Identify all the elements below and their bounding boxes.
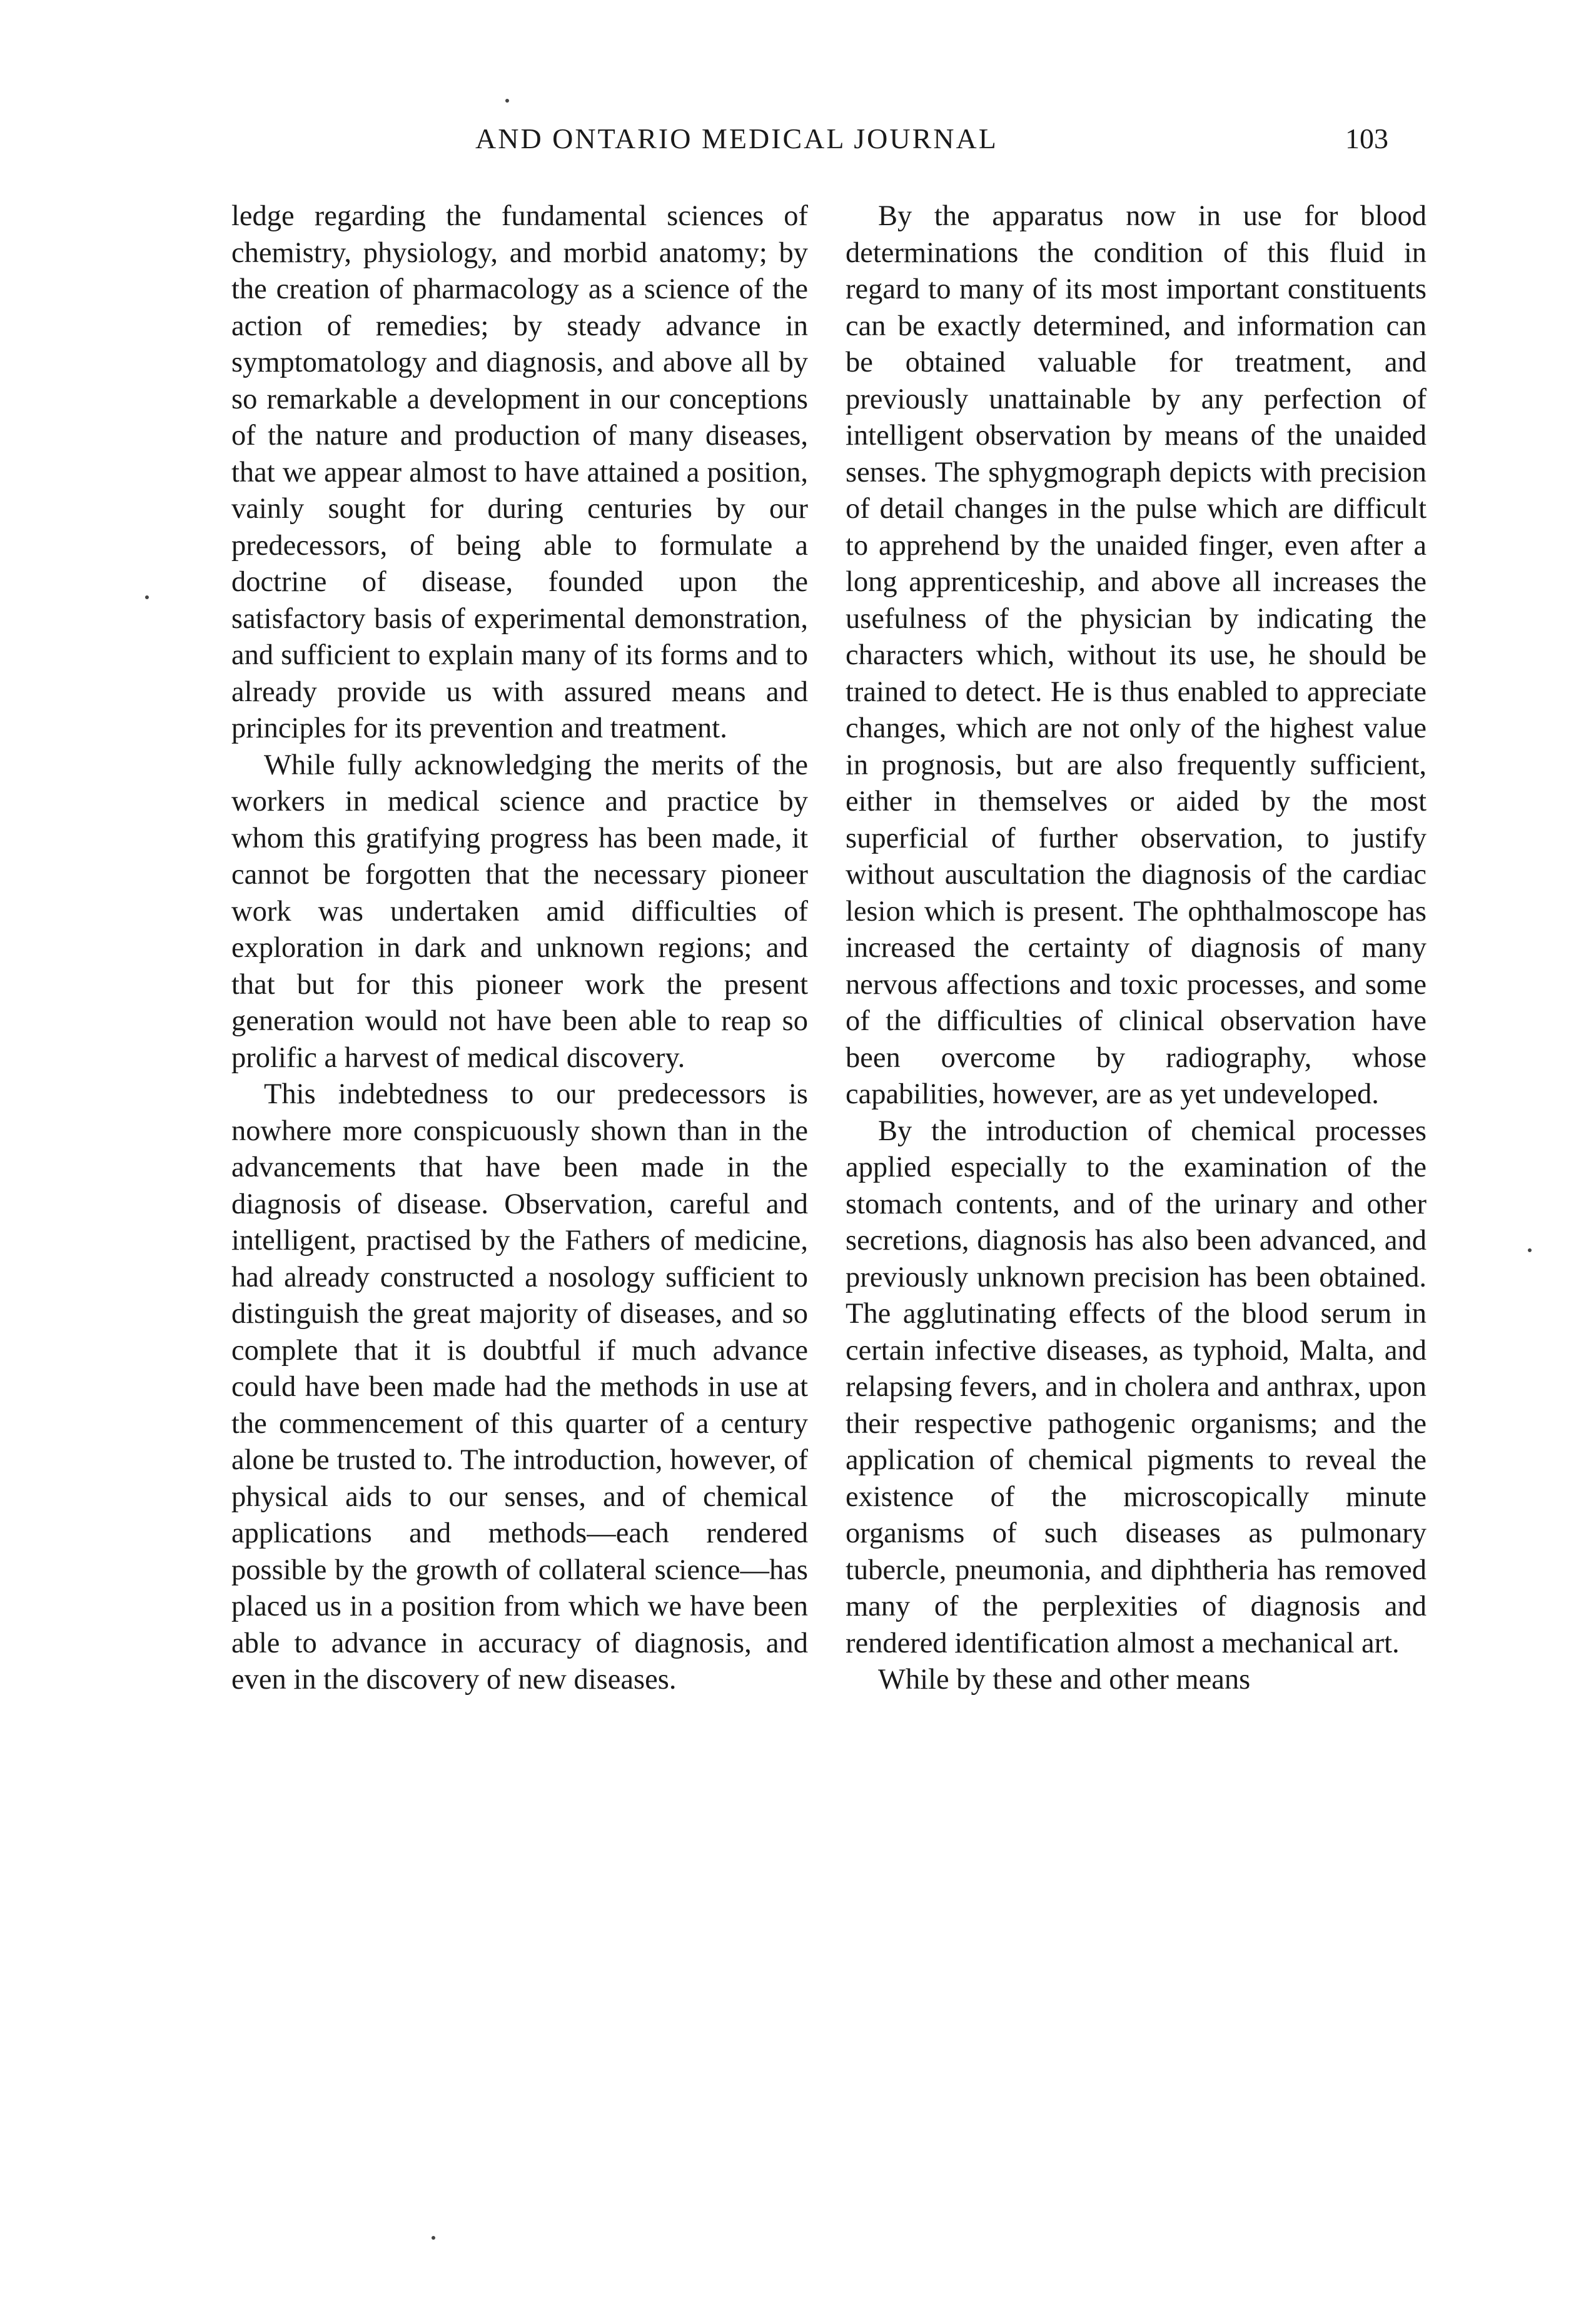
scan-speck bbox=[432, 2236, 435, 2240]
scan-speck bbox=[145, 595, 149, 599]
paragraph: By the apparatus now in use for blood determinations the condition of this fluid in regard to many of its most important constituents can be exactly determined, and information can be obtained valuable for treatment, and previously unattainable by any perfection of intelligent observation by means of the unaided senses. The sphygmograph depicts with precision of detail changes in the pulse which are difficult to apprehend by the unaided finger, even after a long apprenticeship, and above all increases the usefulness of the physician by indicating the characters which, without its use, he should be trained to detect. He is thus enabled to appreciate changes, which are not only of the highest value in prognosis, but are also frequently sufficient, either in themselves or aided by the most superficial of further observation, to justify without auscultation the diagnosis of the cardiac lesion which is present. The ophthalmoscope has increased the certainty of diagnosis of many nervous affections and toxic processes, and some of the difficulties of clinical observation have been overcome by radiography, whose capabilities, however, are as yet undeveloped. bbox=[846, 200, 1427, 1110]
paragraph: While fully acknowledging the merits of the workers in medical science and practice by whom this gratifying progress has been made, it cannot be forgotten that the necessary pioneer work was undertaken amid difficulties of exploration in dark and unknown regions; and that but for this pioneer work the present generation would not have been able to reap so prolific a harvest of medical discovery. bbox=[231, 749, 808, 1074]
paragraph: This indebtedness to our predecessors is nowhere more conspicuously shown than in the advancements that have been made in the diagnosis of disease. Observation, careful and intelligent, practised by the Fathers of medicine, had already constructed a nosology sufficient to distinguish the great majority of diseases, and so complete that it is doubtful if much advance could have been made had the methods in use at the commencement of this quarter of a century alone be trusted to. The introduction, however, of physical aids to our senses, and of chemical applications and methods—each rendered possible by the growth of collateral science—has placed us in a position from which we have been able to advance in accuracy of diagnosis, and even in the discovery of new diseases. bbox=[231, 1078, 808, 1696]
paragraph: By the introduction of chemical processes applied especially to the examination of the stomach contents, and of the urinary and other secretions, diagnosis has also been advanced, and previously unknown precision has been obtained. The agglutinating effects of the blood serum in certain infective diseases, as typhoid, Malta, and relapsing fevers, and in cholera and anthrax, upon their respective pathogenic organisms; and the application of chemical pigments to reveal the existence of the microscopically minute organisms of such diseases as pulmonary tubercle, pneumonia, and diphtheria has removed many of the perplexities of diagnosis and rendered identification almost a mechanical art. bbox=[846, 1115, 1427, 1659]
page-number: 103 bbox=[1345, 123, 1388, 154]
running-title: AND ONTARIO MEDICAL JOURNAL bbox=[475, 123, 998, 154]
right-column bbox=[846, 198, 1427, 1699]
paragraph: While by these and other means bbox=[878, 1664, 1251, 1696]
scan-speck bbox=[505, 99, 509, 103]
scan-speck bbox=[1528, 1248, 1532, 1252]
left-column bbox=[231, 198, 808, 1699]
running-header bbox=[475, 122, 1388, 172]
paragraph: ledge regarding the fundamental sciences of chemistry, physiology, and morbid anatomy; by the creation of pharmacology as a science of the action of remedies; by steady advance in symptomatology and diagnosis, and above all by so remarkable a development in our conceptions of the nature and production of many diseases, that we appear almost to have attained a position, vainly sought for during centuries by our predecessors, of being able to formulate a doctrine of disease, founded upon the satisfactory basis of experimental demonstration, and sufficient to explain many of its forms and to already provide us with assured means and principles for its prevention and treatment. bbox=[231, 200, 808, 744]
